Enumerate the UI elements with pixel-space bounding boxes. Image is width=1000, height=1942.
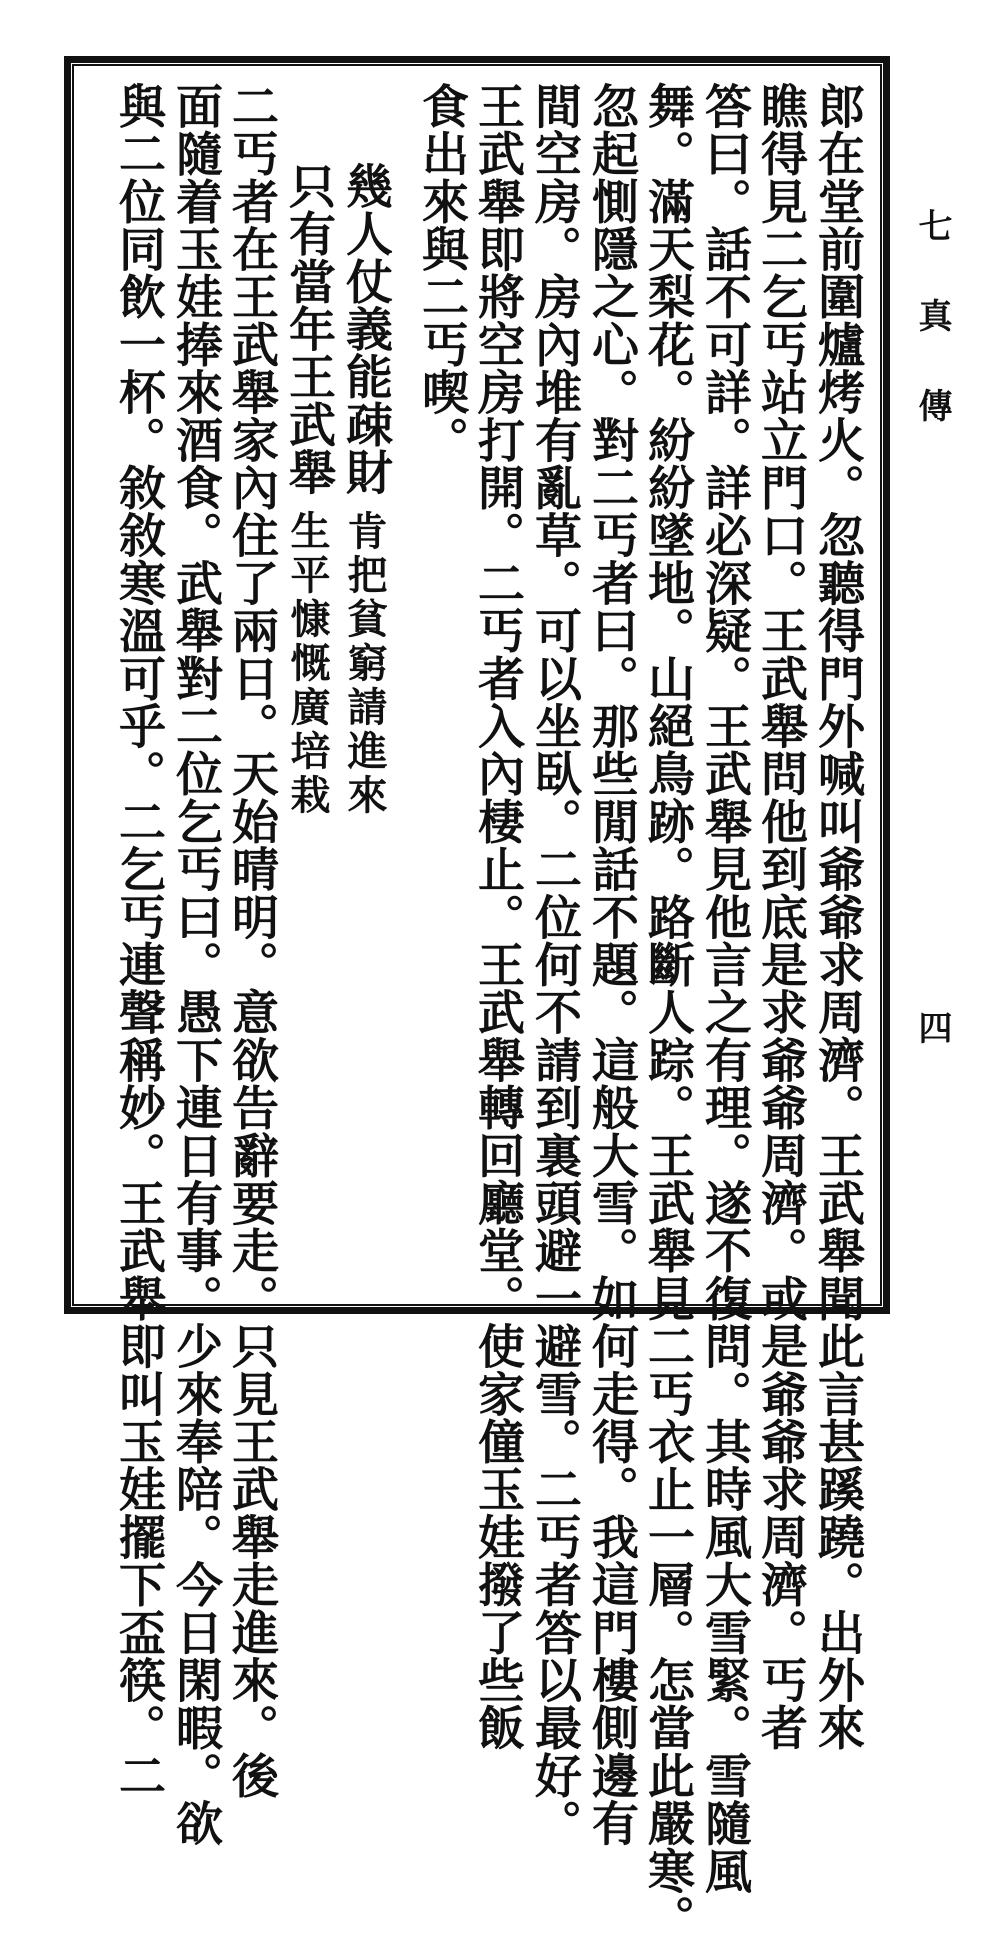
text-column: 答曰。話不可詳。詳必深疑。王武舉見他言之有理。遂不復問。其時風大雪緊。雪隨風 — [697, 82, 752, 1895]
text-column: 舞。滿天梨花。紛紛墜地。山絕鳥跡。路斷人踪。王武舉見二丐衣止一層。怎當此嚴寒。 — [640, 82, 695, 1942]
text-column: 王武舉即將空房打開。二丐者入內棲止。王武舉轉回廳堂。使家僮玉娃撥了些飯 — [470, 82, 525, 1752]
text-column: 間空房。房內堆有亂草。可以坐臥。二位何不請到裏頭避一避雪。二丐者答以最好。 — [527, 82, 582, 1847]
poem-line-first-half: 幾人仗義能疎財 — [338, 162, 393, 496]
poem-line-second-half: 生平慷慨廣培栽 — [284, 510, 331, 818]
text-column: 面隨着玉娃捧來酒食。武舉對二位乞丐曰。愚下連日有事。少來奉陪。今日閑暇。欲 — [168, 82, 223, 1847]
poem-line-second-half: 肯把貧窮請進來 — [341, 510, 388, 818]
text-column: 忽起惻隱之心。對二丐者曰。那些閒話不題。這般大雪。如何走得。我這門樓側邊有 — [584, 82, 639, 1847]
page-number: 四 — [912, 1010, 952, 1044]
text-column: 郎在堂前圍爐烤火。忽聽得門外喊叫爺爺求周濟。王武舉聞此言甚蹊蹺。出外來 — [810, 82, 865, 1752]
poem-line-first-half: 只有當年王武舉 — [281, 162, 336, 496]
text-column: 與二位同飲一杯。敘敘寒溫可乎。二乞丐連聲稱妙。王武舉即叫玉娃擺下盃筷。二 — [111, 82, 166, 1800]
text-column: 瞧得見二乞丐站立門口。王武舉問他到底是求爺爺周濟。或是爺爺求周濟。丐者 — [753, 82, 808, 1752]
book-title-margin: 七真傳 — [912, 208, 952, 478]
text-column: 二丐者在王武舉家內住了兩日。天始晴明。意欲告辭要走。只見王武舉走進來。後 — [224, 82, 279, 1800]
text-column: 食出來與二丐喫。 — [414, 82, 469, 464]
